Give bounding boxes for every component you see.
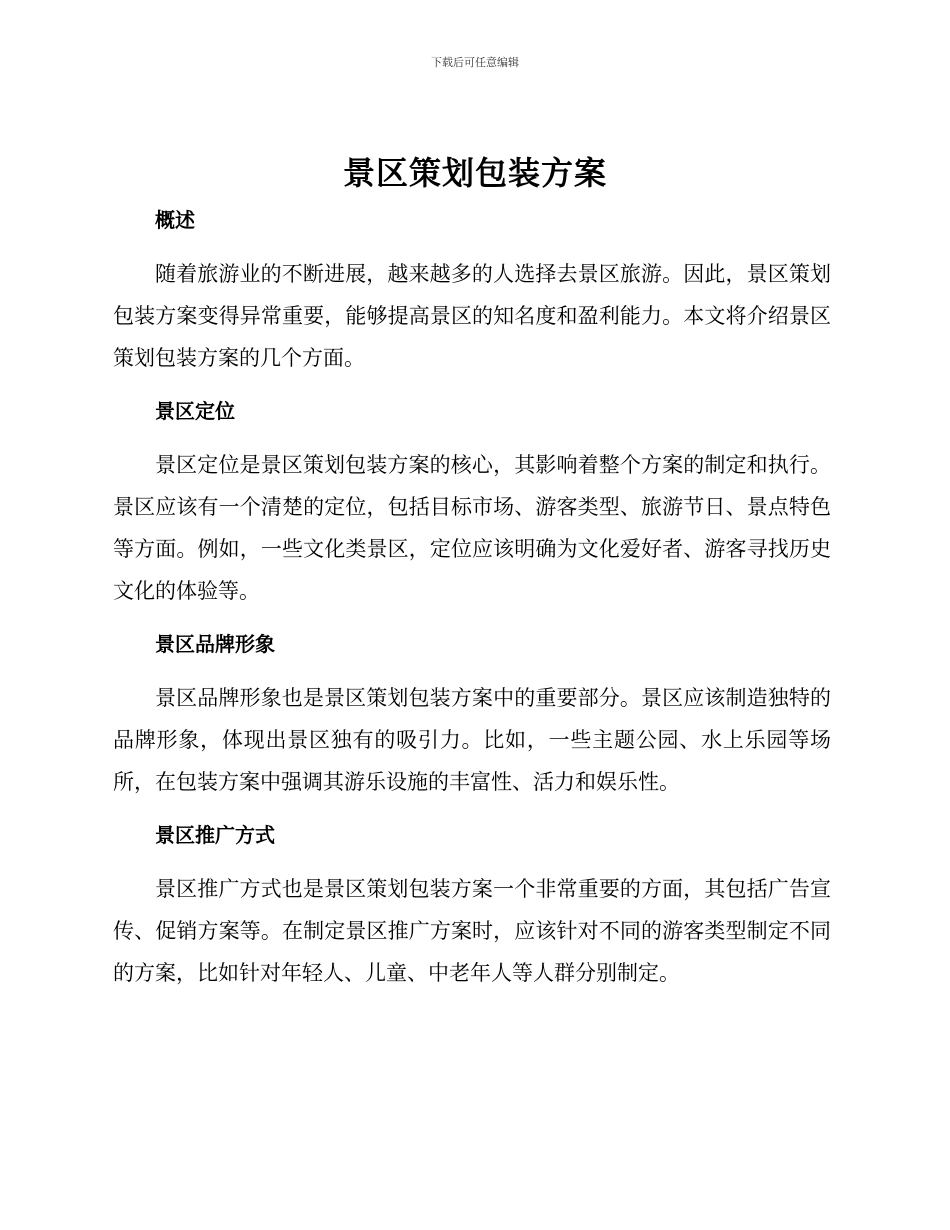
section-heading: 景区定位: [155, 399, 235, 423]
section-paragraph: 景区推广方式也是景区策划包装方案一个非常重要的方面，其包括广告宣传、促销方案等。在制定景区推广方案时，应该针对不同的游客类型制定不同的方案，比如针对年轻人、儿童、中老年人等人群分别制定。: [113, 877, 831, 985]
section-paragraph: 景区品牌形象也是景区策划包装方案中的重要部分。景区应该制造独特的品牌形象，体现出景区独有的吸引力。比如，一些主题公园、水上乐园等场所，在包装方案中强调其游乐设施的丰富性、活力和娱乐性。: [113, 686, 831, 794]
section-paragraph: 景区定位是景区策划包装方案的核心，其影响着整个方案的制定和执行。景区应该有一个清楚的定位，包括目标市场、游客类型、旅游节日、景点特色等方面。例如，一些文化类景区，定位应该明确为文化爱好者、游客寻找历史文化的体验等。: [113, 453, 831, 603]
header-note: 下载后可任意编辑: [431, 56, 519, 69]
document-title: 景区策划包装方案: [342, 154, 607, 192]
section-overview: [113, 202, 831, 379]
section-heading: 景区推广方式: [155, 823, 275, 847]
section-heading: 景区品牌形象: [155, 632, 275, 656]
section-brand-image: [113, 626, 831, 803]
section-positioning: [113, 393, 831, 612]
section-promotion: [113, 817, 831, 994]
section-paragraph: 随着旅游业的不断进展，越来越多的人选择去景区旅游。因此，景区策划包装方案变得异常重要，能够提高景区的知名度和盈利能力。本文将介绍景区策划包装方案的几个方面。: [113, 262, 831, 370]
document-body: [113, 202, 831, 994]
section-heading: 概述: [155, 208, 195, 232]
